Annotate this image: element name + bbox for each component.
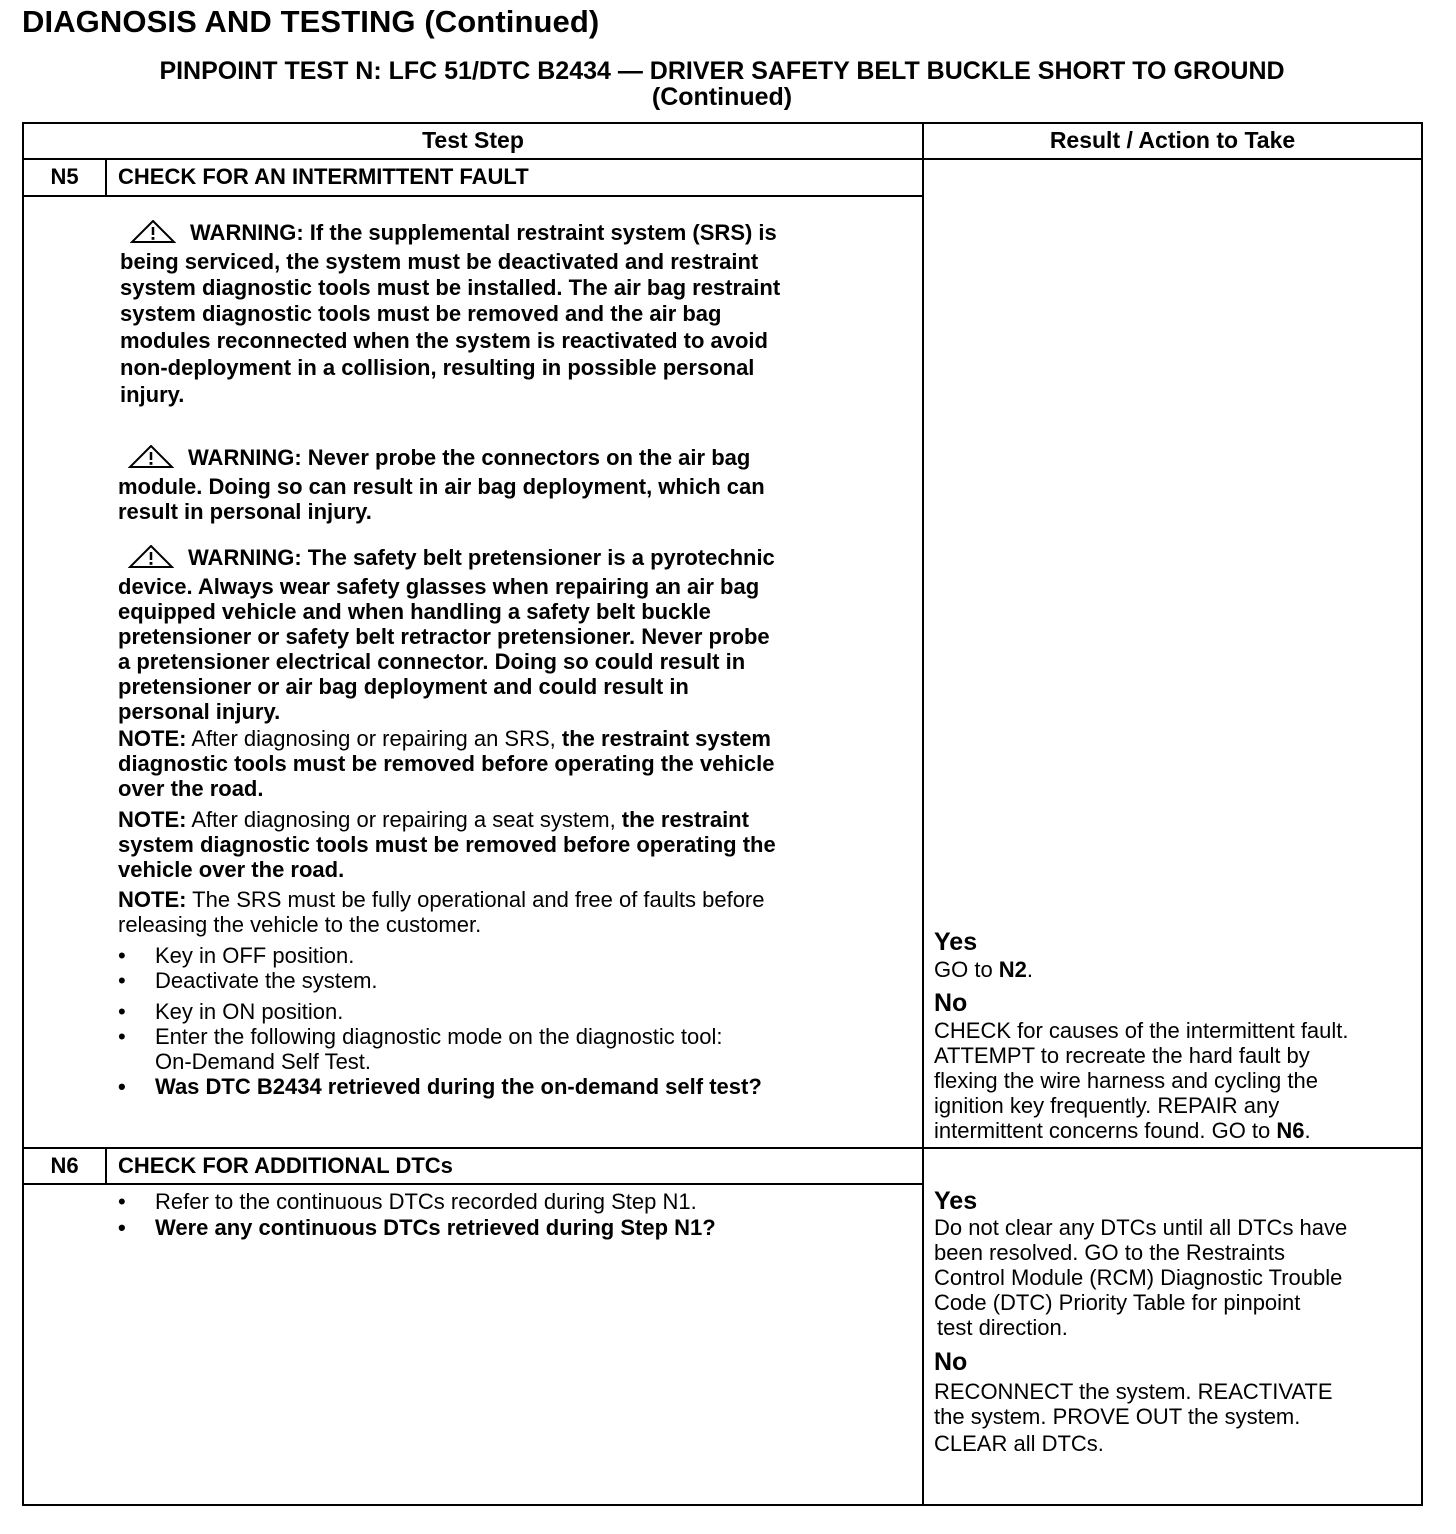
result-line: Do not clear any DTCs until all DTCs have — [934, 1215, 1348, 1240]
page-title: DIAGNOSIS AND TESTING (Continued) — [22, 4, 600, 39]
note-label: NOTE: — [118, 726, 187, 751]
result-line: CHECK for causes of the intermittent fault. — [934, 1018, 1349, 1043]
note-text-bold: system diagnostic tools must be removed before operating the — [118, 832, 776, 857]
n5-warning-1-line: non-deployment in a collision, resulting in possible personal — [120, 355, 755, 380]
bullet-text: Was DTC B2434 retrieved during the on-demand self test? — [155, 1074, 762, 1099]
n6-yes-label: Yes — [934, 1187, 978, 1215]
n5-n6-divider — [24, 1147, 1421, 1149]
n5-yes-text: GO to N2. — [934, 957, 1034, 982]
column-divider — [922, 124, 924, 1504]
bullet-text: Enter the following diagnostic mode on the diagnostic tool: — [155, 1024, 723, 1049]
result-line: test direction. — [937, 1315, 1068, 1340]
n5-warning-3 — [118, 545, 908, 724]
bullet-dot: • — [118, 1215, 126, 1240]
n5-id-divider — [105, 158, 107, 196]
note-text-bold: over the road. — [118, 776, 264, 801]
note-text-bold: diagnostic tools must be removed before operating the vehicle — [118, 751, 775, 776]
n5-warning-3-line: pretensioner or air bag deployment and could result in — [118, 674, 689, 699]
n5-warning-1-line: system diagnostic tools must be installed. The air bag restraint — [120, 275, 781, 300]
note-label: NOTE: — [118, 807, 187, 832]
n6-id-divider — [105, 1147, 107, 1185]
bullet-dot: • — [118, 943, 126, 968]
n6-no-label: No — [934, 1348, 968, 1376]
note-text-bold: vehicle over the road. — [118, 857, 345, 882]
n5-step-name: CHECK FOR AN INTERMITTENT FAULT — [118, 164, 529, 189]
result-line: Control Module (RCM) Diagnostic Trouble — [934, 1265, 1343, 1290]
n5-warning-1-line: WARNING: If the supplemental restraint system (SRS) is — [120, 220, 910, 249]
n5-note-1 — [118, 726, 908, 801]
n5-warning-2-line: WARNING: Never probe the connectors on the air bag — [118, 445, 908, 474]
result-line: flexing the wire harness and cycling the — [934, 1068, 1318, 1093]
bullet-text: Deactivate the system. — [155, 968, 378, 993]
bullet-dot: • — [118, 1074, 126, 1099]
pinpoint-test-title-line2: (Continued) — [651, 83, 793, 111]
n5-warning-1-line: modules reconnected when the system is reactivated to avoid — [120, 328, 768, 353]
n5-name-underline — [24, 195, 922, 197]
pinpoint-test-table — [22, 122, 1423, 1506]
bullet-text: Key in ON position. — [155, 999, 344, 1024]
n5-warning-3-line: personal injury. — [118, 699, 281, 724]
header-test-step: Test Step — [422, 127, 524, 153]
warning-triangle-icon — [128, 545, 174, 574]
n5-warning-3-line: a pretensioner electrical connector. Doing so could result in — [118, 649, 746, 674]
n5-note-2 — [118, 807, 908, 882]
n5-warning-3-line: WARNING: The safety belt pretensioner is a pyrotechnic — [118, 545, 908, 574]
n5-no-label: No — [934, 989, 968, 1017]
n6-step-name: CHECK FOR ADDITIONAL DTCs — [118, 1153, 453, 1178]
n5-warning-2-line: module. Doing so can result in air bag deployment, which can — [118, 474, 765, 499]
result-line: ATTEMPT to recreate the hard fault by — [934, 1043, 1310, 1068]
n5-warning-1-line: system diagnostic tools must be removed and the air bag — [120, 301, 722, 326]
n5-warning-1-line: injury. — [120, 382, 185, 407]
bullet-dot: • — [118, 968, 126, 993]
bullet-dot: • — [118, 1024, 126, 1049]
n5-warning-3-line: device. Always wear safety glasses when repairing an air bag — [118, 574, 760, 599]
note-label: NOTE: — [118, 887, 187, 912]
n6-yes-text — [934, 1215, 1424, 1340]
result-line: ignition key frequently. REPAIR any — [934, 1093, 1280, 1118]
bullet-text: Key in OFF position. — [155, 943, 355, 968]
note-text-bold: the restraint system — [561, 726, 771, 751]
bullet-text: Were any continuous DTCs retrieved during Step N1? — [155, 1215, 716, 1240]
note-text: releasing the vehicle to the customer. — [118, 912, 482, 937]
bullet-text: On-Demand Self Test. — [155, 1049, 372, 1074]
note-text-bold: the restraint — [621, 807, 749, 832]
result-line: RECONNECT the system. REACTIVATE — [934, 1379, 1333, 1404]
result-line: been resolved. GO to the Restraints — [934, 1240, 1285, 1265]
pinpoint-test-title-line1: PINPOINT TEST N: LFC 51/DTC B2434 — DRIVER SAFETY BELT BUCKLE SHORT TO GROUND — [159, 57, 1285, 85]
n5-no-text — [934, 1018, 1424, 1143]
result-line: Code (DTC) Priority Table for pinpoint — [934, 1290, 1301, 1315]
result-line: the system. PROVE OUT the system. — [934, 1404, 1301, 1429]
n5-yes-label: Yes — [934, 928, 978, 956]
n5-warning-1 — [120, 220, 910, 407]
n5-warning-1-line: being serviced, the system must be deactivated and restraint — [120, 249, 759, 274]
bullet-dot: • — [118, 1189, 126, 1214]
result-line: CLEAR all DTCs. — [934, 1431, 1104, 1456]
bullet-text: Refer to the continuous DTCs recorded during Step N1. — [155, 1189, 697, 1214]
n5-warning-3-line: equipped vehicle and when handling a safety belt buckle — [118, 599, 711, 624]
note-text: The SRS must be fully operational and free of faults before — [186, 887, 765, 912]
note-text: After diagnosing or repairing an SRS, — [186, 726, 562, 751]
header-divider — [24, 158, 1421, 160]
note-text: After diagnosing or repairing a seat system, — [186, 807, 622, 832]
n5-warning-2 — [118, 445, 908, 524]
n5-note-3 — [118, 887, 908, 937]
bullet-dot: • — [118, 999, 126, 1024]
n5-warning-3-line: pretensioner or safety belt retractor pretensioner. Never probe — [118, 624, 770, 649]
result-line: intermittent concerns found. GO to N6. — [934, 1118, 1311, 1143]
header-result-action: Result / Action to Take — [1049, 127, 1296, 153]
warning-triangle-icon — [130, 220, 176, 249]
n5-warning-2-line: result in personal injury. — [118, 499, 372, 524]
n5-step-id: N5 — [50, 164, 79, 189]
warning-triangle-icon — [128, 445, 174, 474]
n6-name-underline — [24, 1183, 922, 1185]
pinpoint-test-title — [22, 58, 1422, 110]
n6-no-text — [934, 1379, 1424, 1456]
n6-step-id: N6 — [50, 1153, 79, 1178]
